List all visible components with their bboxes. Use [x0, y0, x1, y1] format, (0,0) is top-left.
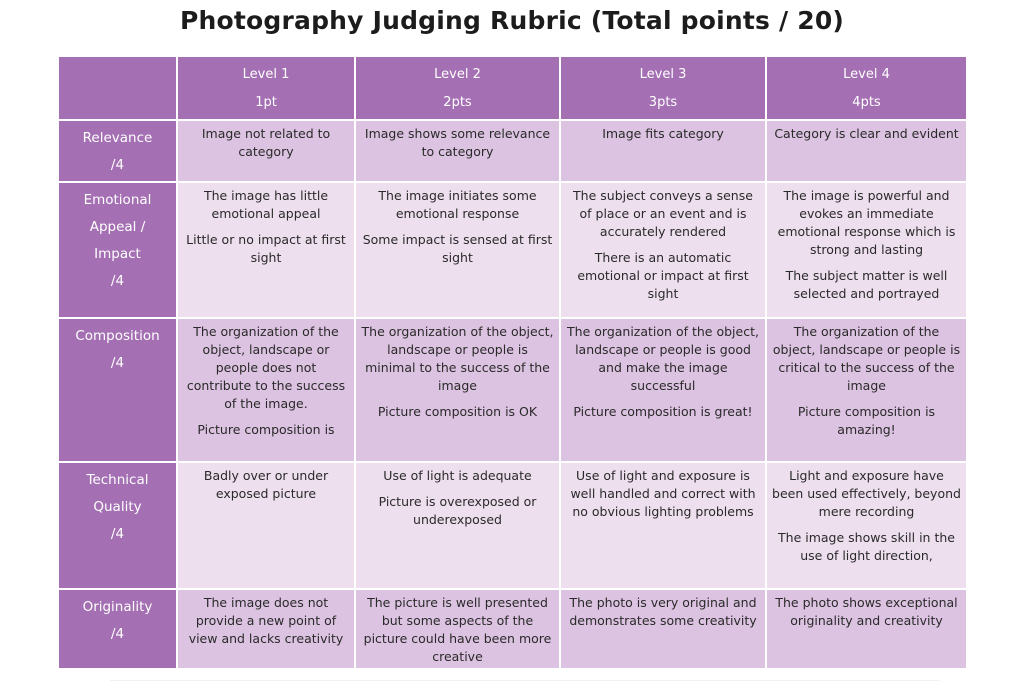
criterion-name: Composition [75, 328, 160, 344]
level-header-4 [767, 57, 966, 119]
criterion-header [59, 590, 176, 668]
cell-text: Light and exposure have been used effectively, beyond mere recording [772, 468, 961, 519]
criterion-name: Relevance [82, 130, 153, 146]
rubric-cell [561, 121, 765, 181]
cell-text: Use of light and exposure is well handled and correct with no obvious lighting problems [570, 468, 756, 519]
page-title: Photography Judging Rubric (Total points / 20) [179, 6, 845, 35]
level-points: 4pts [852, 95, 881, 110]
rubric-cell [178, 463, 354, 588]
cell-text: Category is clear and evident [774, 126, 959, 141]
cell-text: The subject matter is well selected and portrayed [785, 268, 948, 301]
cell-text: The photo shows exceptional originality and creativity [775, 595, 958, 628]
rubric-cell [178, 183, 354, 317]
rubric-cell [356, 121, 559, 181]
cell-text: The organization of the object, landscape or people is minimal to the success of the image [361, 324, 554, 393]
criterion-score: /4 [110, 355, 125, 371]
cell-text: Badly over or under exposed picture [203, 468, 329, 501]
cell-text: Image fits category [602, 126, 724, 141]
header-row [59, 57, 966, 119]
rubric-cell [178, 121, 354, 181]
criterion-header [59, 319, 176, 461]
cell-text: Picture composition is [197, 422, 335, 437]
rubric-cell [356, 183, 559, 317]
level-label: Level 4 [843, 67, 890, 82]
criterion-header [59, 463, 176, 588]
rubric-cell [356, 590, 559, 668]
cell-text: Some impact is sensed at first sight [362, 232, 553, 265]
rubric-cell [561, 463, 765, 588]
rubric-cell [767, 590, 966, 668]
cell-text: The photo is very original and demonstrates some creativity [569, 595, 757, 628]
rubric-cell [178, 590, 354, 668]
level-label: Level 2 [434, 67, 481, 82]
criterion-name: Appeal / [89, 219, 146, 235]
cell-text: The image does not provide a new point of view and lacks creativity [188, 595, 344, 646]
criterion-header [59, 121, 176, 181]
cell-text: Little or no impact at first sight [186, 232, 346, 265]
cell-text: The image initiates some emotional response [378, 188, 537, 221]
rubric-cell [356, 463, 559, 588]
criterion-row-composition [59, 319, 966, 461]
criterion-row-emotional-appeal [59, 183, 966, 317]
criterion-name: Emotional [83, 192, 152, 208]
divider [110, 680, 940, 681]
level-points: 1pt [255, 95, 277, 110]
rubric-cell [767, 183, 966, 317]
criterion-row-originality [59, 590, 966, 668]
criterion-name: Impact [94, 246, 141, 262]
cell-text: The organization of the object, landscape or people is critical to the success of the image [772, 324, 961, 393]
cell-text: The image has little emotional appeal [203, 188, 329, 221]
cell-text: The organization of the object, landscape or people is good and make the image successful [567, 324, 759, 393]
level-points: 3pts [648, 95, 678, 110]
level-label: Level 3 [639, 67, 687, 82]
level-header-2 [356, 57, 559, 119]
criterion-name: Originality [82, 599, 153, 615]
rubric-table [57, 55, 968, 670]
cell-text: The picture is well presented but some aspects of the picture could have been more creative [363, 595, 552, 664]
cell-text: The organization of the object, landscape or people does not contribute to the success of the image. [186, 324, 346, 411]
rubric-cell [767, 463, 966, 588]
rubric-cell [767, 319, 966, 461]
criterion-row-technical-quality [59, 463, 966, 588]
cell-text: Picture composition is OK [377, 404, 538, 419]
criterion-score: /4 [110, 526, 125, 542]
corner-cell [59, 57, 176, 119]
cell-text: The subject conveys a sense of place or an event and is accurately rendered [573, 188, 753, 239]
cell-text: Image not related to category [201, 126, 331, 159]
criterion-score: /4 [110, 157, 125, 173]
criterion-row-relevance [59, 121, 966, 181]
criterion-name: Technical [86, 472, 149, 488]
criterion-score: /4 [110, 273, 125, 289]
cell-text: Use of light is adequate [383, 468, 532, 483]
cell-text: Picture composition is great! [573, 404, 753, 419]
rubric-cell [767, 121, 966, 181]
level-header-3 [561, 57, 765, 119]
rubric-cell [356, 319, 559, 461]
criterion-header [59, 183, 176, 317]
level-points: 2pts [443, 95, 472, 110]
rubric-cell [561, 183, 765, 317]
cell-text: Picture composition is amazing! [797, 404, 936, 437]
cell-text: Image shows some relevance to category [364, 126, 551, 159]
rubric-cell [561, 590, 765, 668]
criterion-name: Quality [93, 499, 142, 515]
cell-text: The image is powerful and evokes an immediate emotional response which is strong and lasting [777, 188, 956, 257]
cell-text: The image shows skill in the use of light direction, [778, 530, 955, 563]
rubric-cell [178, 319, 354, 461]
level-label: Level 1 [242, 67, 290, 82]
cell-text: Picture is overexposed or underexposed [378, 494, 537, 527]
level-header-1 [178, 57, 354, 119]
cell-text: There is an automatic emotional or impact at first sight [577, 250, 749, 301]
criterion-score: /4 [110, 626, 125, 642]
rubric-cell [561, 319, 765, 461]
